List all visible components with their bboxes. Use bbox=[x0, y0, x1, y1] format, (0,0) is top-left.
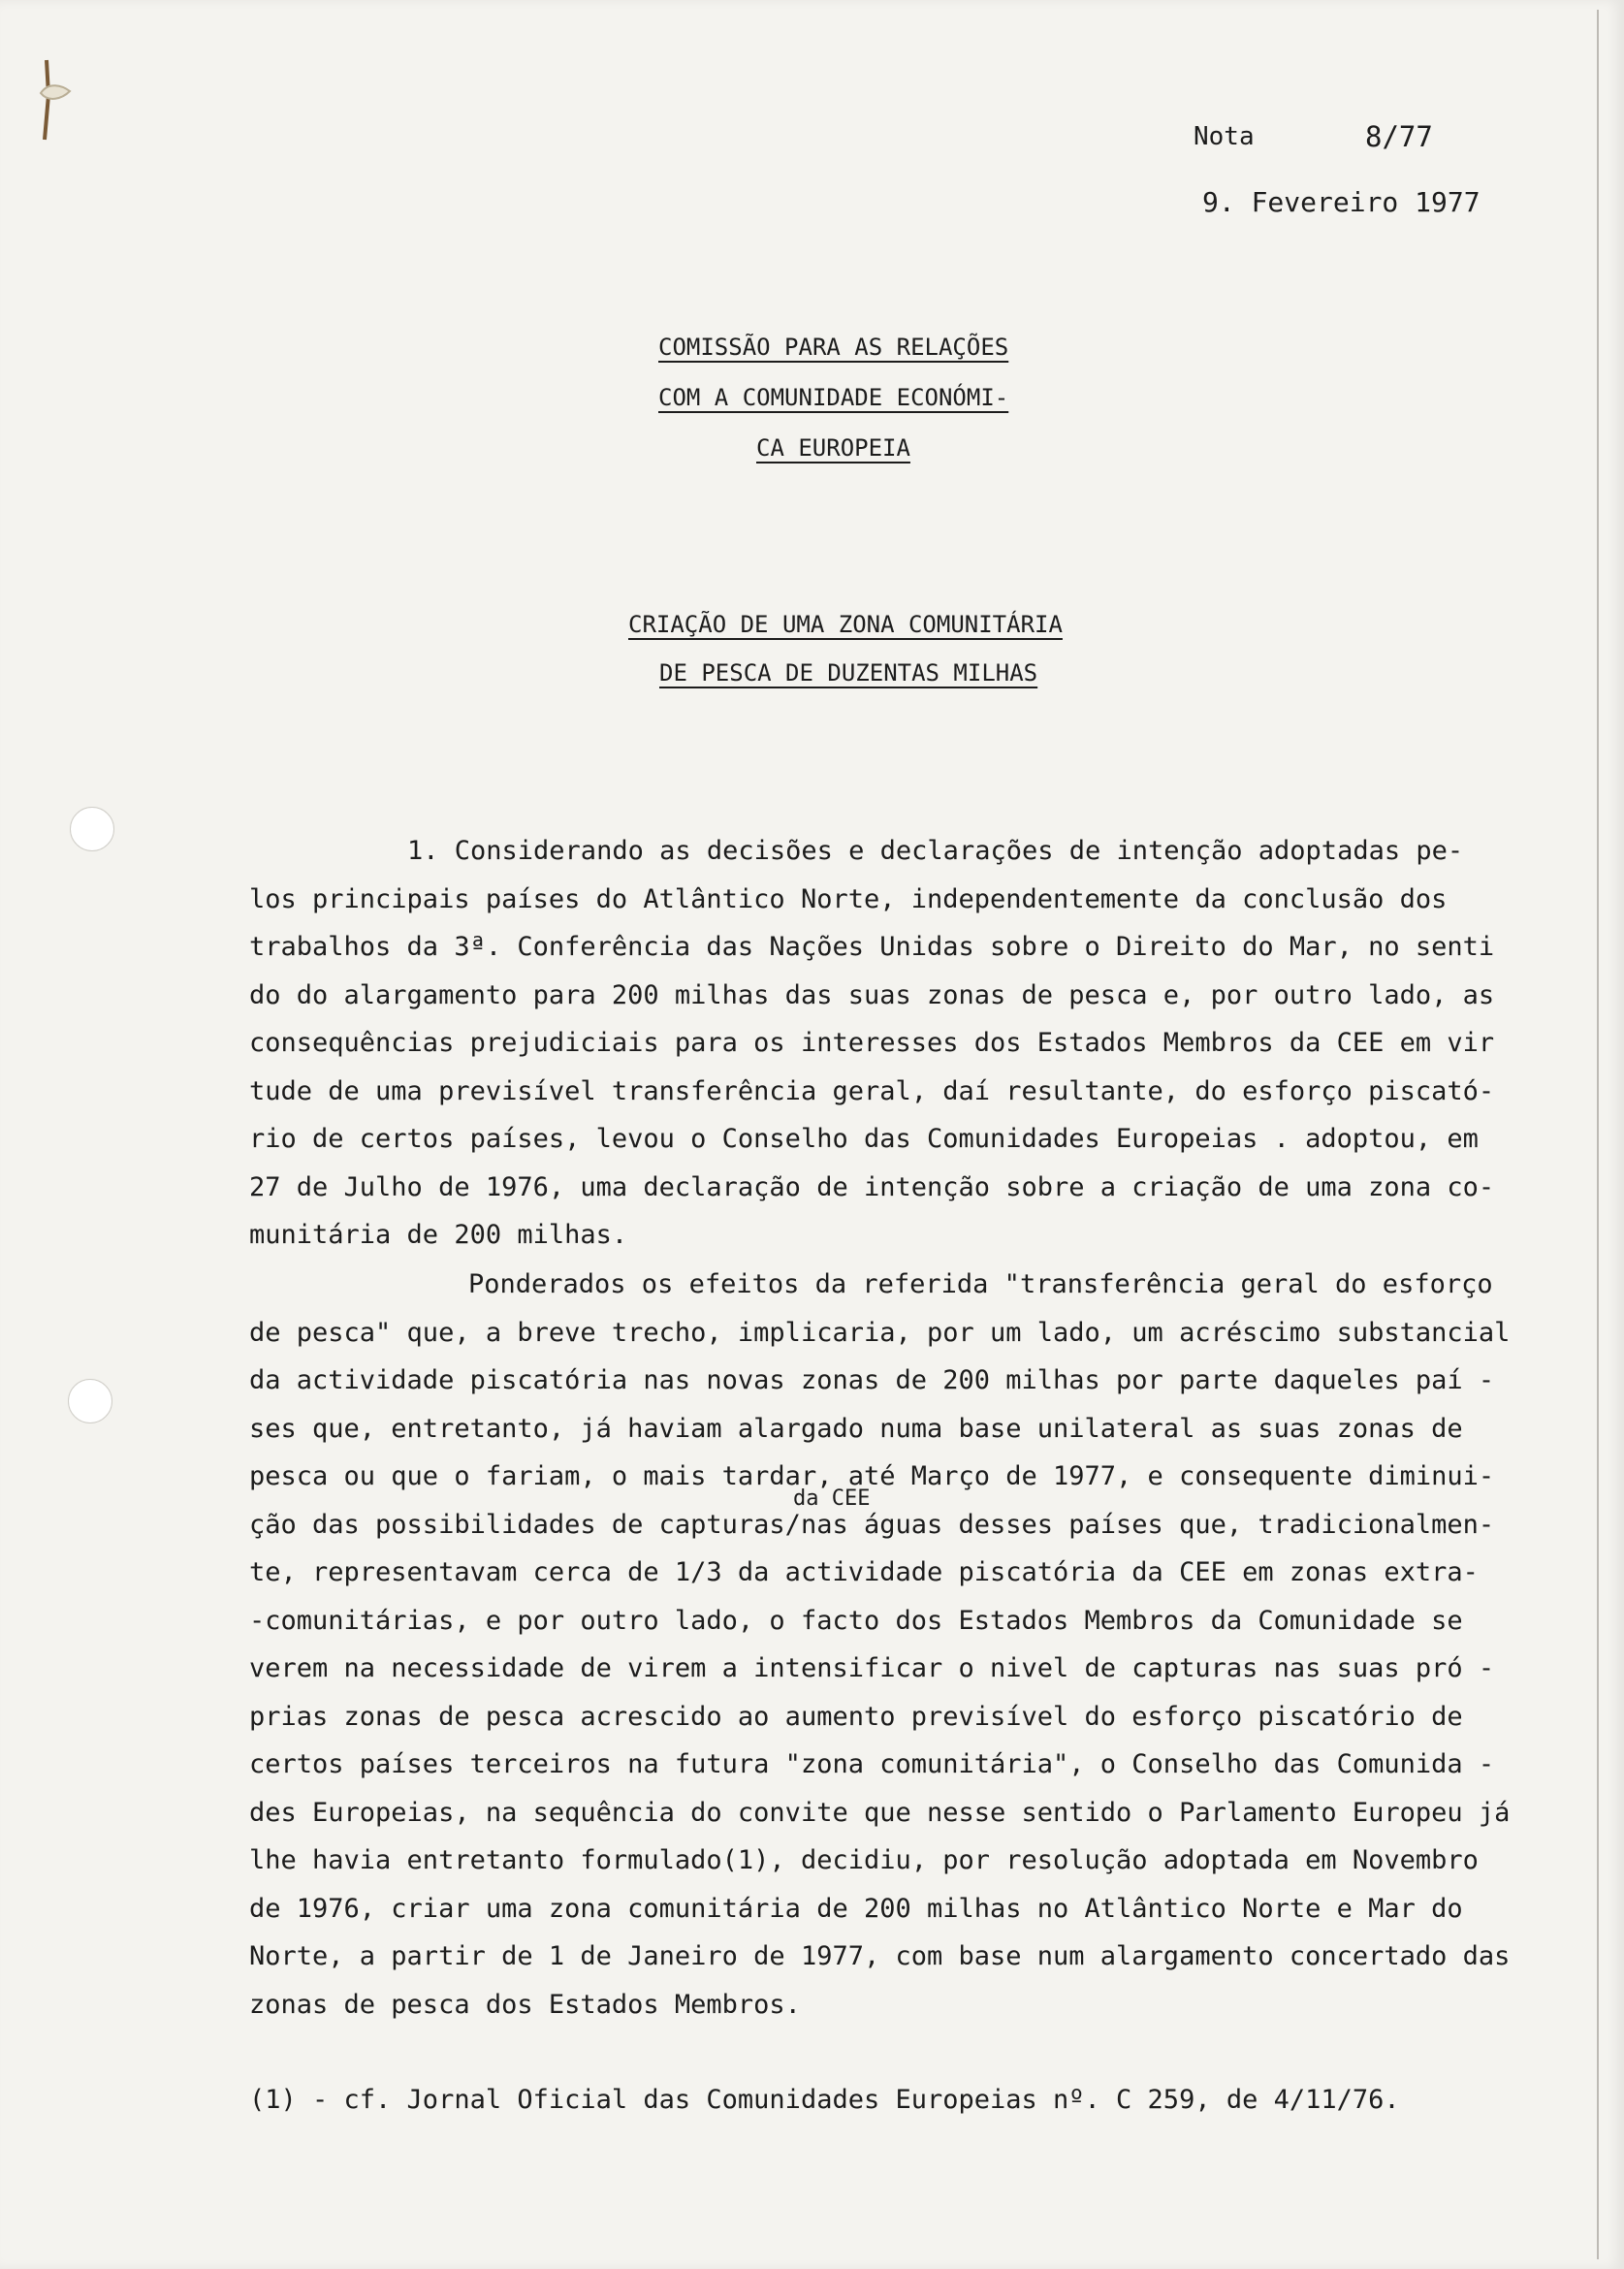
insertion-text: da CEE bbox=[793, 1486, 871, 1511]
paragraph-line: da actividade piscatória nas novas zonas de 200 milhas por parte daqueles paí - bbox=[249, 1365, 1495, 1395]
paragraph-line: do do alargamento para 200 milhas das suas zonas de pesca e, por outro lado, as bbox=[249, 979, 1495, 1010]
paragraph-line: pesca ou que o fariam, o mais tardar, até Março de 1977, e consequente diminui- bbox=[249, 1461, 1495, 1491]
punch-hole-bottom bbox=[68, 1379, 112, 1423]
footnote: (1) - cf. Jornal Oficial das Comunidades Europeias nº. C 259, de 4/11/76. bbox=[249, 2085, 1400, 2115]
paragraph-line: rio de certos países, levou o Conselho das Comunidades Europeias . adoptou, em bbox=[249, 1124, 1479, 1154]
paragraph-line: verem na necessidade de virem a intensificar o nivel de capturas nas suas pró - bbox=[249, 1653, 1495, 1683]
paragraph-line: certos países terceiros na futura "zona comunitária", o Conselho das Comunida - bbox=[249, 1749, 1495, 1779]
paragraph-line: Norte, a partir de 1 de Janeiro de 1977, com base num alargamento concertado das bbox=[249, 1941, 1511, 1971]
paragraph-line: Ponderados os efeitos da referida "transferência geral do esforço bbox=[468, 1269, 1493, 1299]
staple-pin-icon bbox=[39, 56, 74, 144]
paragraph-line: lhe havia entretanto formulado(1), decidiu, por resolução adoptada em Novembro bbox=[249, 1845, 1479, 1875]
paragraph-line: los principais países do Atlântico Norte, independentemente da conclusão dos bbox=[249, 883, 1448, 914]
commission-heading-line3: CA EUROPEIA bbox=[756, 434, 910, 462]
paragraph-line: trabalhos da 3ª. Conferência das Nações Unidas sobre o Direito do Mar, no senti bbox=[249, 932, 1495, 962]
paragraph-line: des Europeias, na sequência do convite que nesse sentido o Parlamento Europeu já bbox=[249, 1797, 1511, 1828]
note-number: 8/77 bbox=[1365, 120, 1433, 153]
paragraph-1 bbox=[249, 827, 1529, 1260]
paragraph-line: 1. Considerando as decisões e declarações de intenção adoptadas pe- bbox=[407, 836, 1464, 866]
paragraph-line: te, representavam cerca de 1/3 da actividade piscatória da CEE em zonas extra- bbox=[249, 1557, 1479, 1587]
paragraph-line: zonas de pesca dos Estados Membros. bbox=[249, 1989, 801, 2020]
subject-heading-line1: CRIAÇÃO DE UMA ZONA COMUNITÁRIA bbox=[628, 611, 1063, 638]
paragraph-line: ses que, entretanto, já haviam alargado numa base unilateral as suas zonas de bbox=[249, 1413, 1463, 1444]
punch-hole-top bbox=[70, 807, 114, 851]
paragraph-line: 27 de Julho de 1976, uma declaração de intenção sobre a criação de uma zona co- bbox=[249, 1171, 1495, 1202]
paragraph-line: tude de uma previsível transferência geral, daí resultante, do esforço piscató- bbox=[249, 1075, 1495, 1106]
paragraph-line: prias zonas de pesca acrescido ao aumento previsível do esforço piscatório de bbox=[249, 1701, 1463, 1732]
page-edge bbox=[1597, 10, 1599, 2259]
paragraph-line: -comunitárias, e por outro lado, o facto dos Estados Membros da Comunidade se bbox=[249, 1605, 1463, 1636]
paragraph-line: de 1976, criar uma zona comunitária de 200 milhas no Atlântico Norte e Mar do bbox=[249, 1893, 1463, 1924]
paragraph-2 bbox=[249, 1261, 1529, 2029]
paragraph-line: de pesca" que, a breve trecho, implicaria, por um lado, um acréscimo substancial bbox=[249, 1317, 1511, 1348]
subject-heading-line2: DE PESCA DE DUZENTAS MILHAS bbox=[659, 659, 1038, 687]
note-label: Nota bbox=[1194, 122, 1255, 151]
commission-heading-line1: COMISSÃO PARA AS RELAÇÕES bbox=[658, 334, 1009, 361]
paragraph-line: consequências prejudiciais para os interesses dos Estados Membros da CEE em vir bbox=[249, 1028, 1495, 1058]
paragraph-line: ção das possibilidades de capturas/nas águas desses países que, tradicionalmen- bbox=[249, 1509, 1495, 1540]
paragraph-line: munitária de 200 milhas. bbox=[249, 1220, 628, 1250]
document-date: 9. Fevereiro 1977 bbox=[1202, 186, 1481, 218]
commission-heading-line2: COM A COMUNIDADE ECONÓMI- bbox=[658, 384, 1009, 411]
